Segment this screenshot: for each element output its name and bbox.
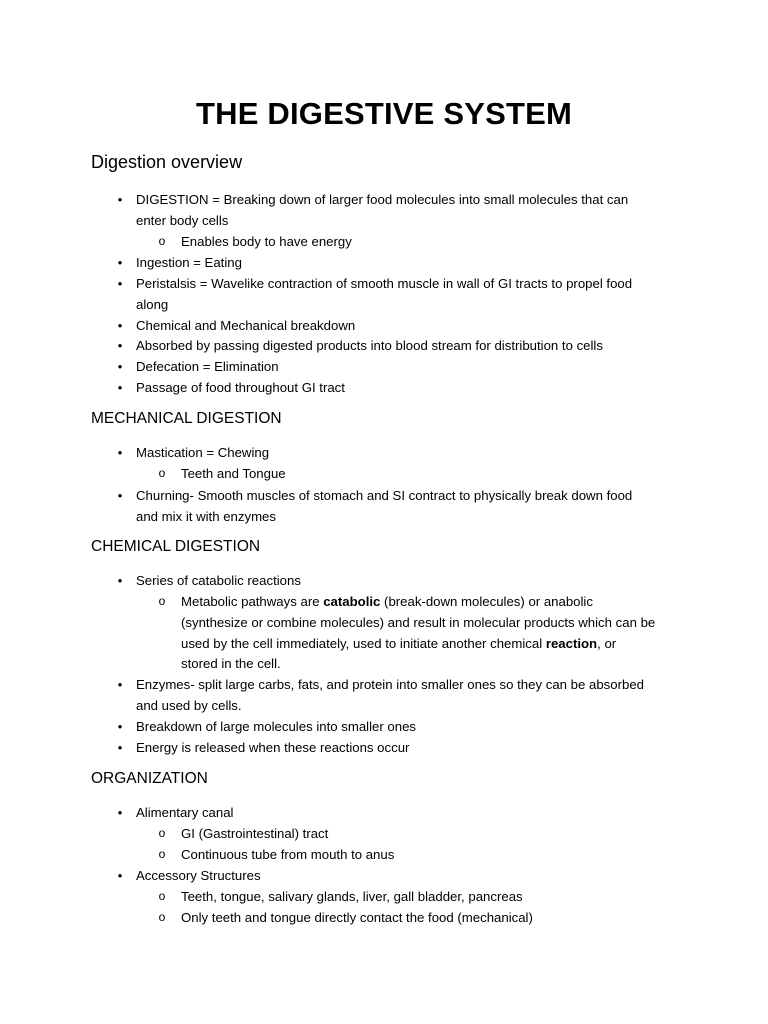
sub-list-item: Continuous tube from mouth to anus: [181, 847, 395, 862]
bullet-icon: •: [117, 740, 123, 755]
text-run: Metabolic pathways are: [181, 594, 324, 609]
section-heading-mechanical: MECHANICAL DIGESTION: [91, 410, 282, 427]
list-item: Accessory Structures: [136, 868, 261, 883]
list-item: Enzymes- split large carbs, fats, and protein into smaller ones so they can be absorbed: [136, 677, 644, 692]
sub-list-item-continuation: (synthesize or combine molecules) and result in molecular products which can be: [181, 615, 656, 630]
bullet-icon: •: [117, 255, 123, 270]
sub-bullet-icon: o: [158, 910, 166, 924]
list-item-continuation: along: [136, 297, 169, 312]
bullet-icon: •: [117, 338, 123, 353]
list-item: Peristalsis = Wavelike contraction of smooth muscle in wall of GI tracts to propel food: [136, 276, 633, 291]
list-item-continuation: enter body cells: [136, 213, 229, 228]
bullet-icon: •: [117, 192, 123, 207]
list-item: Breakdown of large molecules into smaller ones: [136, 719, 417, 734]
list-item: Energy is released when these reactions occur: [136, 740, 410, 755]
list-item: Series of catabolic reactions: [136, 573, 301, 588]
list-item-continuation: and mix it with enzymes: [136, 509, 276, 524]
bullet-icon: •: [117, 488, 123, 503]
list-item: Passage of food throughout GI tract: [136, 380, 345, 395]
sub-list-item: Teeth and Tongue: [181, 466, 286, 481]
sub-list-item: Enables body to have energy: [181, 234, 352, 249]
list-item: DIGESTION = Breaking down of larger food molecules into small molecules that can: [136, 192, 629, 207]
sub-bullet-icon: o: [158, 466, 166, 480]
sub-list-item-continuation: [181, 633, 616, 654]
sub-bullet-icon: o: [158, 889, 166, 903]
list-item-continuation: and used by cells.: [136, 698, 242, 713]
sub-bullet-icon: o: [158, 594, 166, 608]
sub-bullet-icon: o: [158, 234, 166, 248]
sub-list-item: Only teeth and tongue directly contact the food (mechanical): [181, 910, 533, 925]
sub-bullet-icon: o: [158, 847, 166, 861]
bullet-icon: •: [117, 868, 123, 883]
sub-bullet-icon: o: [158, 826, 166, 840]
bold-term-catabolic: catabolic: [323, 594, 381, 609]
list-item: Chemical and Mechanical breakdown: [136, 318, 356, 333]
bullet-icon: •: [117, 677, 123, 692]
bullet-icon: •: [117, 805, 123, 820]
list-item: Defecation = Elimination: [136, 359, 279, 374]
section-heading-chemical: CHEMICAL DIGESTION: [91, 538, 261, 555]
text-run: , or: [597, 636, 617, 651]
bullet-icon: •: [117, 573, 123, 588]
bullet-icon: •: [117, 276, 123, 291]
list-item: Alimentary canal: [136, 805, 234, 820]
text-run: (break-down molecules) or anabolic: [380, 594, 593, 609]
sub-list-item: [181, 591, 593, 612]
document-title: THE DIGESTIVE SYSTEM: [195, 96, 573, 131]
bullet-icon: •: [117, 719, 123, 734]
text-run: used by the cell immediately, used to initiate another chemical: [181, 636, 546, 651]
sub-list-item-continuation: stored in the cell.: [181, 656, 281, 671]
list-item: Ingestion = Eating: [136, 255, 242, 270]
section-heading-organization: ORGANIZATION: [91, 770, 208, 787]
bullet-icon: •: [117, 318, 123, 333]
list-item: Absorbed by passing digested products into blood stream for distribution to cells: [136, 338, 603, 353]
bullet-icon: •: [117, 380, 123, 395]
bullet-icon: •: [117, 359, 123, 374]
sub-list-item: GI (Gastrointestinal) tract: [181, 826, 329, 841]
bullet-icon: •: [117, 445, 123, 460]
list-item: Mastication = Chewing: [136, 445, 270, 460]
sub-list-item: Teeth, tongue, salivary glands, liver, gall bladder, pancreas: [181, 889, 523, 904]
bold-term-reaction: reaction: [545, 636, 598, 651]
list-item: Churning- Smooth muscles of stomach and SI contract to physically break down food: [136, 488, 633, 503]
section-heading-overview: Digestion overview: [91, 152, 243, 172]
